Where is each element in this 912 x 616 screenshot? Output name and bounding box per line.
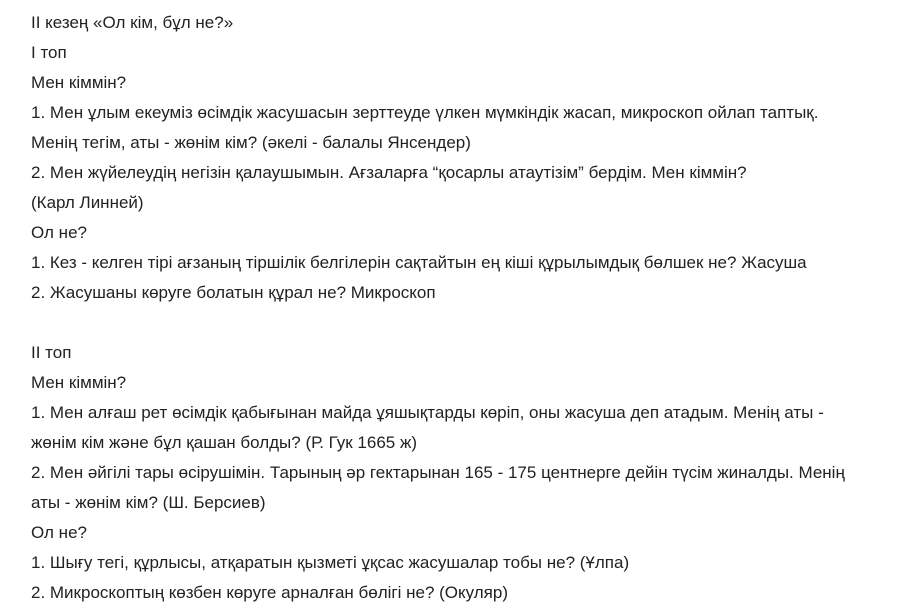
document-body	[31, 8, 903, 608]
what-is-it-heading: Ол не?	[31, 523, 87, 542]
question-1-line-2: Менің тегім, аты - жөнім кім? (әкелі - балалы Янсендер)	[31, 133, 471, 152]
question-1-line-1: 1. Мен ұлым екеуміз өсімдік жасушасын зерттеуде үлкен мүмкіндік жасап, микроскоп ойлап таптық.	[31, 103, 819, 122]
question-2-line-1: 2. Мен әйгілі тары өсірушімін. Тарының әр гектарынан 165 - 175 центнерге дейін түсім жиналды. Менің	[31, 463, 845, 482]
who-am-i-heading: Мен кіммін?	[31, 373, 127, 392]
what-question-2: 2. Микроскоптың көзбен көруге арналған бөлігі не? (Окуляр)	[31, 583, 509, 602]
question-2-line-1: 2. Мен жүйелеудің негізін қалаушымын. Ағзаларға “қосарлы атаутізім” бердім. Мен кіммін?	[31, 163, 747, 182]
question-2-line-2: аты - жөнім кім? (Ш. Берсиев)	[31, 493, 266, 512]
who-am-i-heading: Мен кіммін?	[31, 73, 127, 92]
question-2-line-2: (Карл Линней)	[31, 193, 144, 212]
what-is-it-heading: Ол не?	[31, 223, 87, 242]
what-question-2: 2. Жасушаны көруге болатын құрал не? Микроскоп	[31, 283, 436, 302]
group-1-section	[31, 38, 903, 308]
what-question-1: 1. Шығу тегі, құрлысы, атқаратын қызметі ұқсас жасушалар тобы не? (Ұлпа)	[31, 553, 630, 572]
group-2-section	[31, 338, 903, 608]
section-spacer	[31, 308, 903, 338]
stage-title: II кезең «Ол кім, бұл не?»	[31, 13, 234, 32]
group-2-heading: II топ	[31, 343, 72, 362]
group-1-heading: I топ	[31, 43, 67, 62]
question-1-line-1: 1. Мен алғаш рет өсімдік қабығынан майда ұяшықтарды көріп, оны жасуша деп атадым. Менің аты -	[31, 403, 824, 422]
what-question-1: 1. Кез - келген тірі ағзаның тіршілік белгілерін сақтайтын ең кіші құрылымдық бөлшек не? Жасуша	[31, 253, 807, 272]
question-1-line-2: жөнім кім және бұл қашан болды? (Р. Гук 1665 ж)	[31, 433, 417, 452]
